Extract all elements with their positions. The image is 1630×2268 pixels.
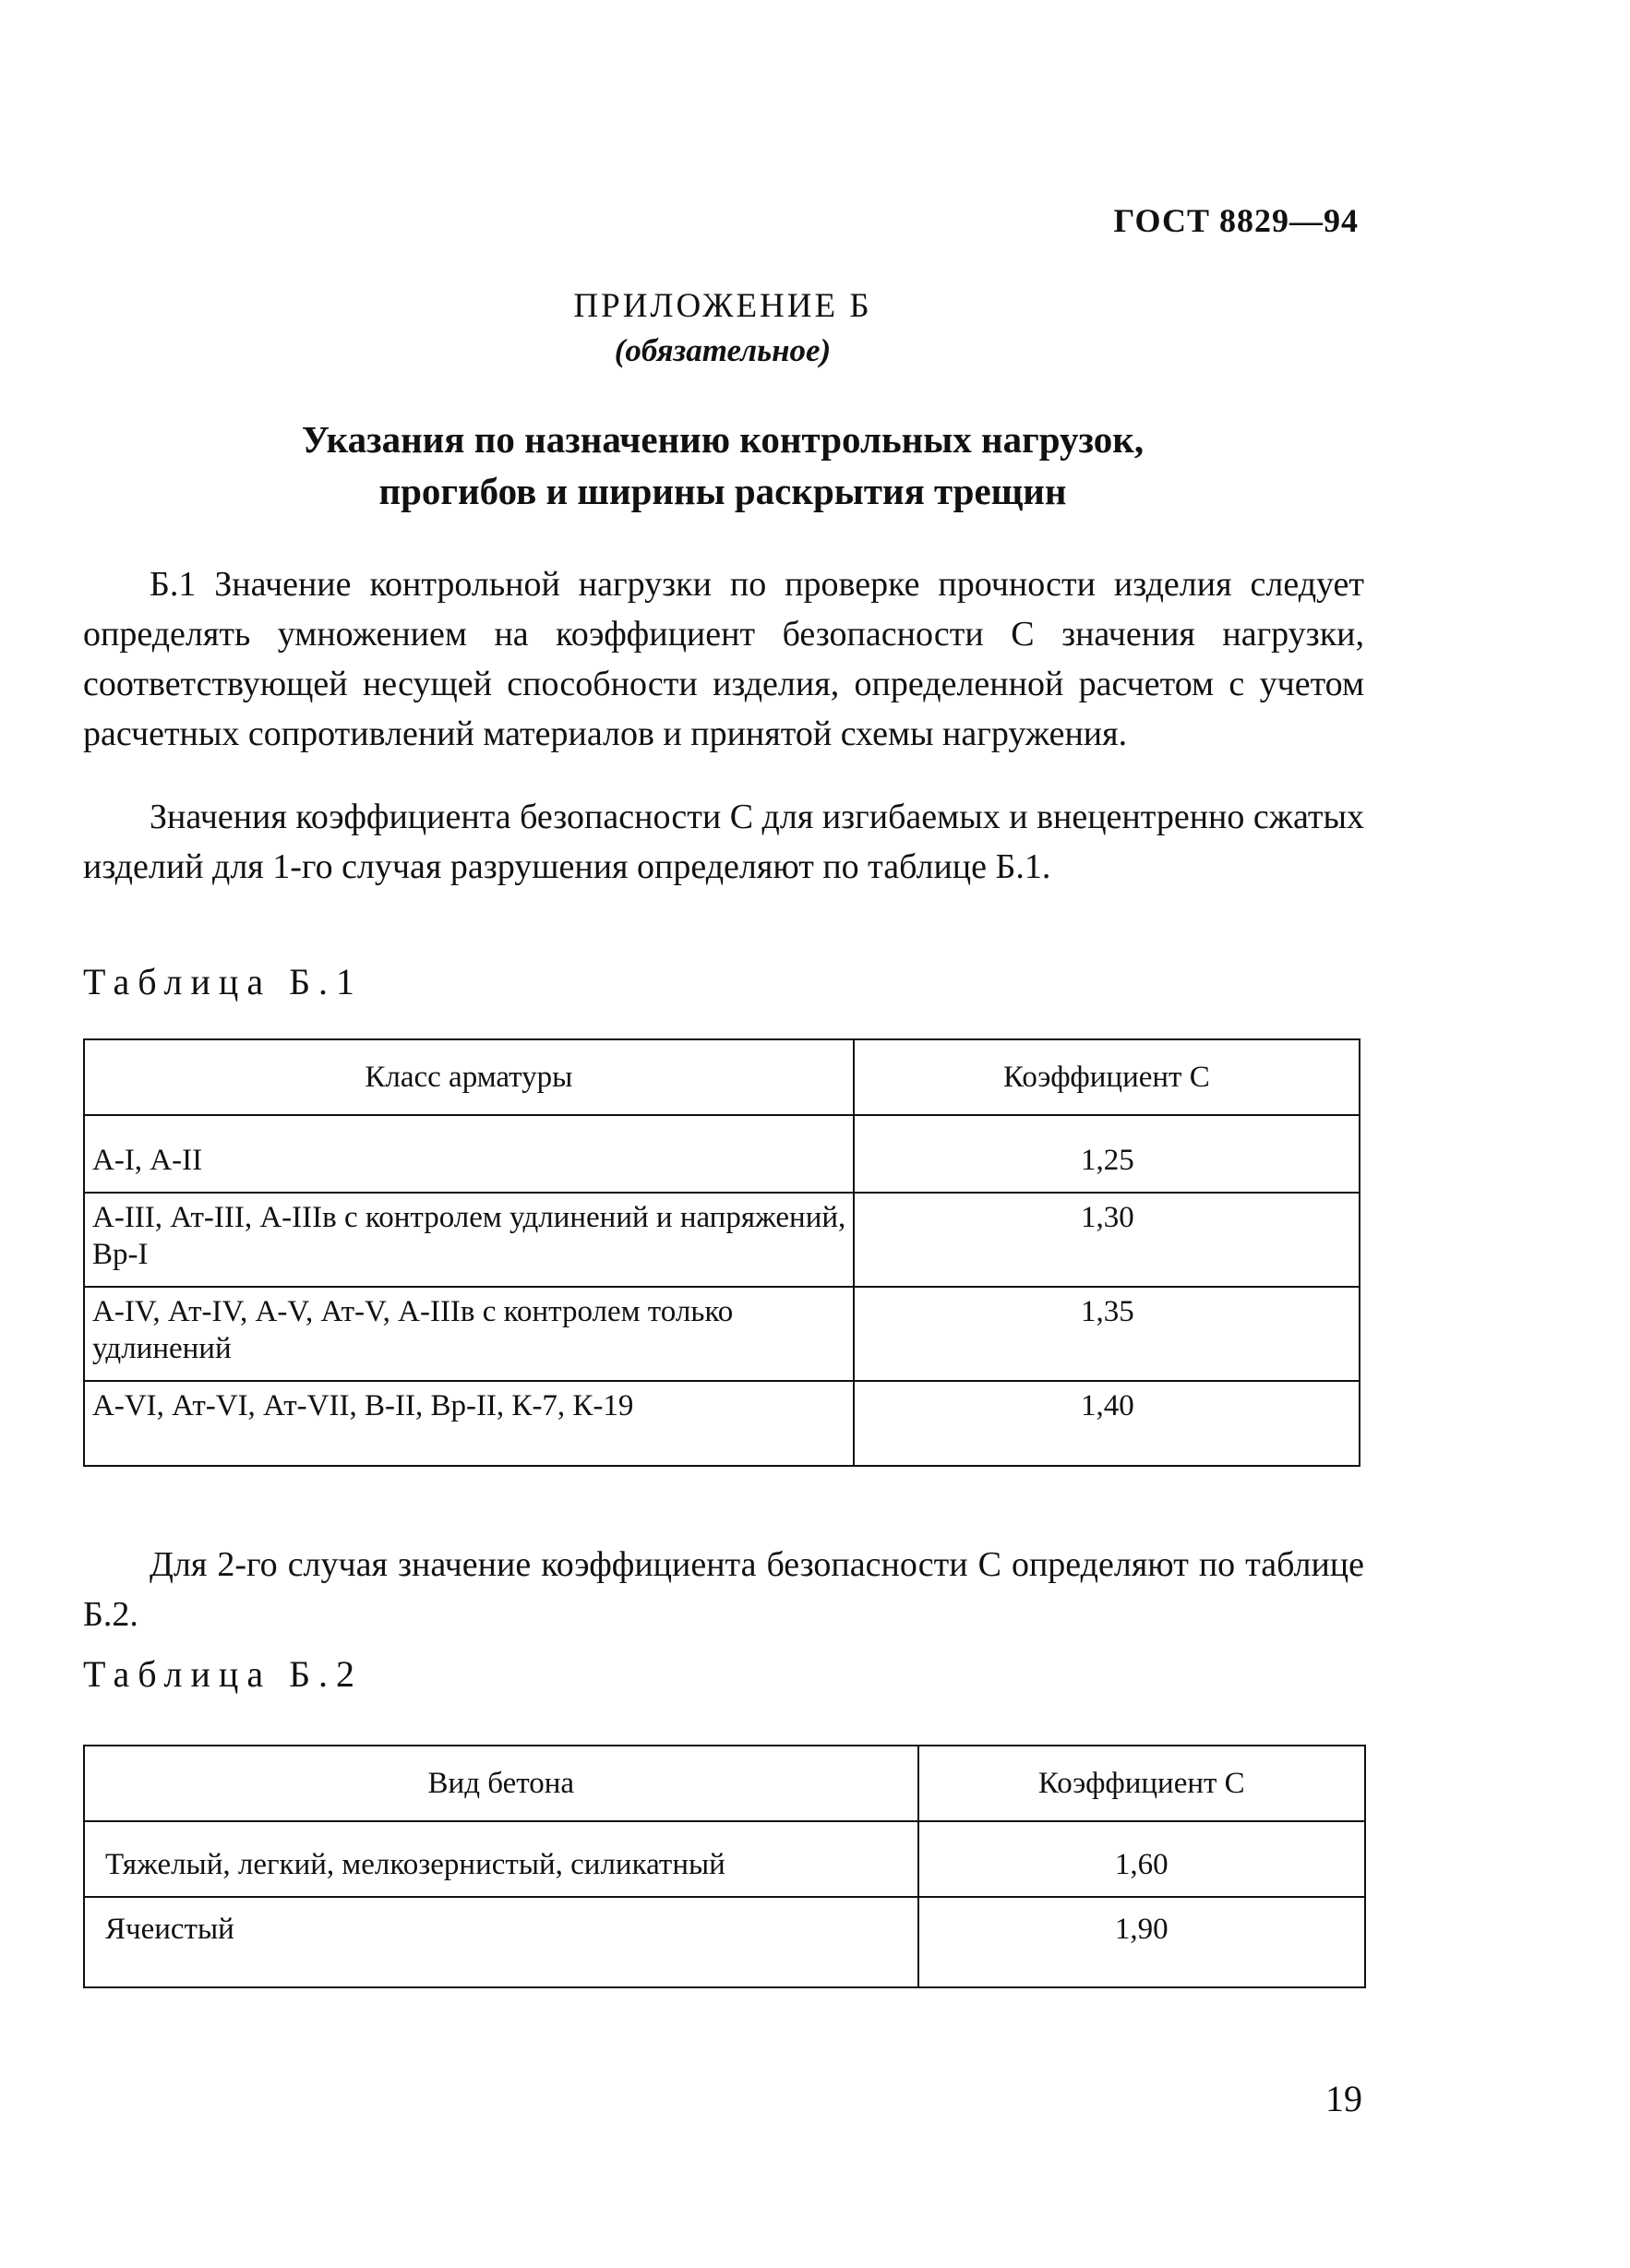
table-cell: Тяжелый, легкий, мелкозернистый, силикатный xyxy=(84,1821,918,1897)
table-cell: 1,40 xyxy=(854,1381,1360,1466)
table-b2-caption: Таблица Б.2 xyxy=(83,1653,364,1695)
table-cell: А-VI, Ат-VI, Ат-VII, В-II, Вр-II, К-7, К-19 xyxy=(84,1381,854,1466)
paragraph-coefficient-values-text: Значения коэффициента безопасности С для изгибаемых и внецентренно сжатых изделий для 1-го случая разрушения определяют по таблице Б.1. xyxy=(83,798,1365,886)
table-cell: 1,30 xyxy=(854,1193,1360,1287)
table-b1-caption: Таблица Б.1 xyxy=(83,961,364,1002)
table-cell: 1,60 xyxy=(918,1821,1365,1897)
table-cell: А-I, А-II xyxy=(84,1115,854,1193)
page-number: 19 xyxy=(1325,2078,1362,2119)
table-b1-header-row xyxy=(84,1039,1360,1115)
table-row xyxy=(84,1115,1360,1193)
table-cell: 1,25 xyxy=(854,1115,1360,1193)
table-b1-header-coefficient: Коэффициент С xyxy=(854,1039,1360,1115)
table-b2 xyxy=(83,1745,1366,1988)
table-b1-header-class: Класс арматуры xyxy=(84,1039,854,1115)
paragraph-second-case xyxy=(83,1540,1364,1639)
table-b2-header-row xyxy=(84,1746,1365,1821)
table-row xyxy=(84,1381,1360,1466)
appendix-title: ПРИЛОЖЕНИЕ Б xyxy=(573,287,872,325)
table-row xyxy=(84,1821,1365,1897)
table-cell: А-IV, Ат-IV, А-V, Ат-V, А-IIIв с контролем только удлинений xyxy=(84,1287,854,1381)
paragraph-b1 xyxy=(83,559,1364,759)
table-cell: 1,35 xyxy=(854,1287,1360,1381)
table-b2-header-coefficient: Коэффициент С xyxy=(918,1746,1365,1821)
standard-number: ГОСТ 8829—94 xyxy=(1113,202,1359,239)
table-row xyxy=(84,1897,1365,1987)
paragraph-coefficient-values xyxy=(83,792,1364,892)
table-cell: Ячеистый xyxy=(84,1897,918,1987)
table-b2-header-concrete: Вид бетона xyxy=(84,1746,918,1821)
paragraph-second-case-text: Для 2-го случая значение коэффициента безопасности С определяют по таблице Б.2. xyxy=(83,1545,1364,1634)
paragraph-b1-text: Б.1 Значение контрольной нагрузки по проверке прочности изделия следует определять умножением на коэффициент безопасности С значения нагрузки, соответствующей несущей способности изделия, определенной расчетом с учетом расчетных сопротивлений материалов и принятой схемы нагружения. xyxy=(83,565,1364,753)
appendix-note: (обязательное) xyxy=(614,332,832,368)
table-row xyxy=(84,1287,1360,1381)
table-row xyxy=(84,1193,1360,1287)
table-b1 xyxy=(83,1038,1360,1467)
table-cell: А-III, Ат-III, А-IIIв с контролем удлинений и напряжений, Вр-I xyxy=(84,1193,854,1287)
section-title-line-2: прогибов и ширины раскрытия трещин xyxy=(378,470,1067,512)
section-title-line-1: Указания по назначению контрольных нагрузок, xyxy=(301,418,1145,461)
table-cell: 1,90 xyxy=(918,1897,1365,1987)
